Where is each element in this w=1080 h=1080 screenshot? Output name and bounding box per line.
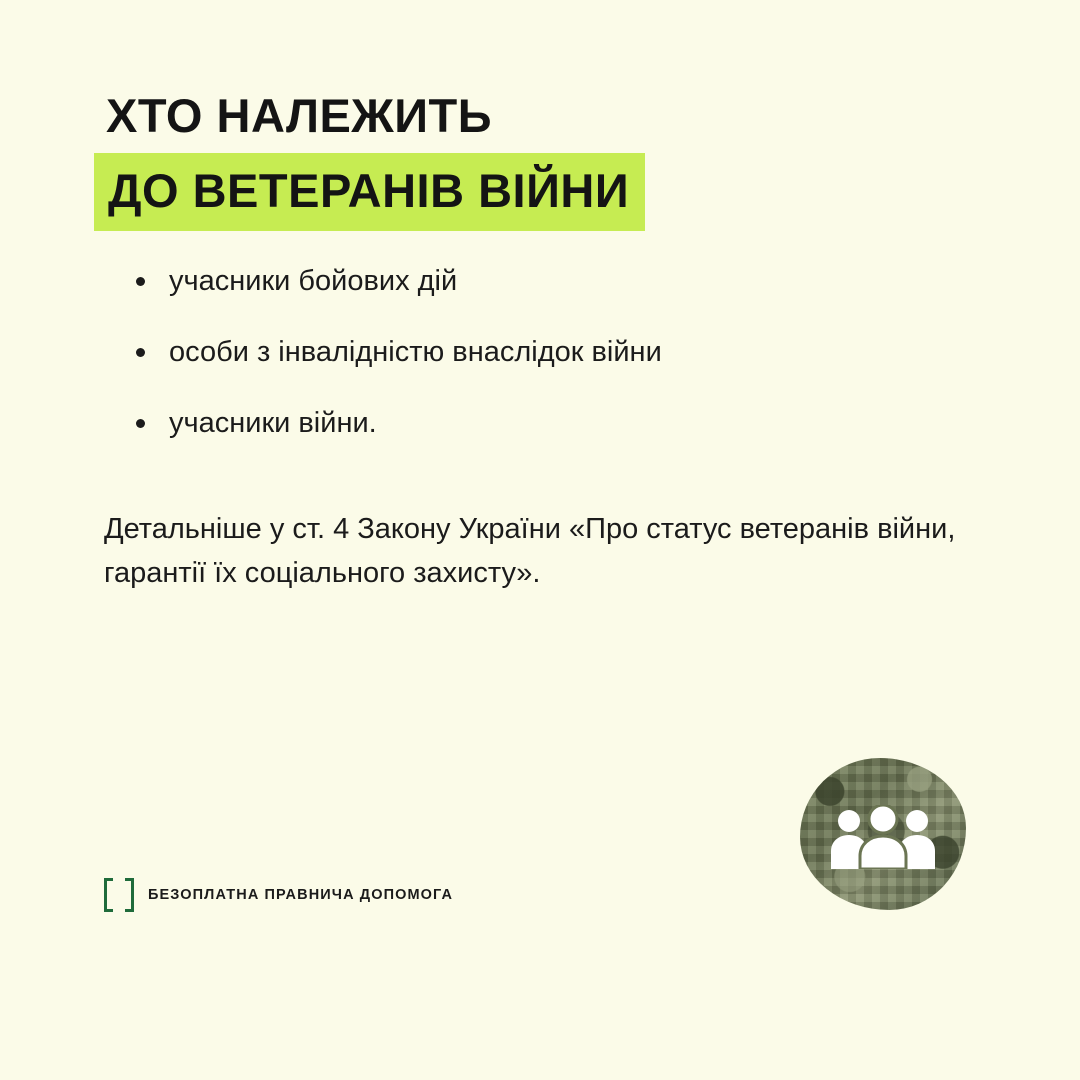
reference-note: Детальніше у ст. 4 Закону України «Про статус ветеранів війни, гарантії їх соціального захисту». (104, 513, 956, 590)
bullet-dot-icon (136, 348, 145, 357)
list-item-label: учасники бойових дій (169, 265, 458, 297)
group-of-people-icon (827, 805, 939, 869)
brand-logo-label: БЕЗОПЛАТНА ПРАВНИЧА ДОПОМОГА (148, 887, 454, 903)
veterans-emblem (800, 758, 966, 910)
title-line-1: ХТО НАЛЕЖИТЬ (106, 89, 493, 142)
list-item (128, 404, 988, 443)
bullet-dot-icon (136, 419, 145, 428)
bullet-dot-icon (136, 277, 145, 286)
veteran-categories-list (128, 262, 988, 475)
list-item-label: учасники війни. (169, 407, 377, 440)
list-item (128, 262, 988, 301)
list-item (128, 333, 988, 372)
title-line-2-highlighted: ДО ВЕТЕРАНІВ ВІЙНИ (94, 153, 645, 230)
page-title (104, 88, 904, 231)
bracket-logo-icon (104, 878, 134, 912)
list-item-label: особи з інвалідністю внаслідок війни (169, 336, 662, 369)
brand-logo[interactable] (104, 878, 453, 912)
